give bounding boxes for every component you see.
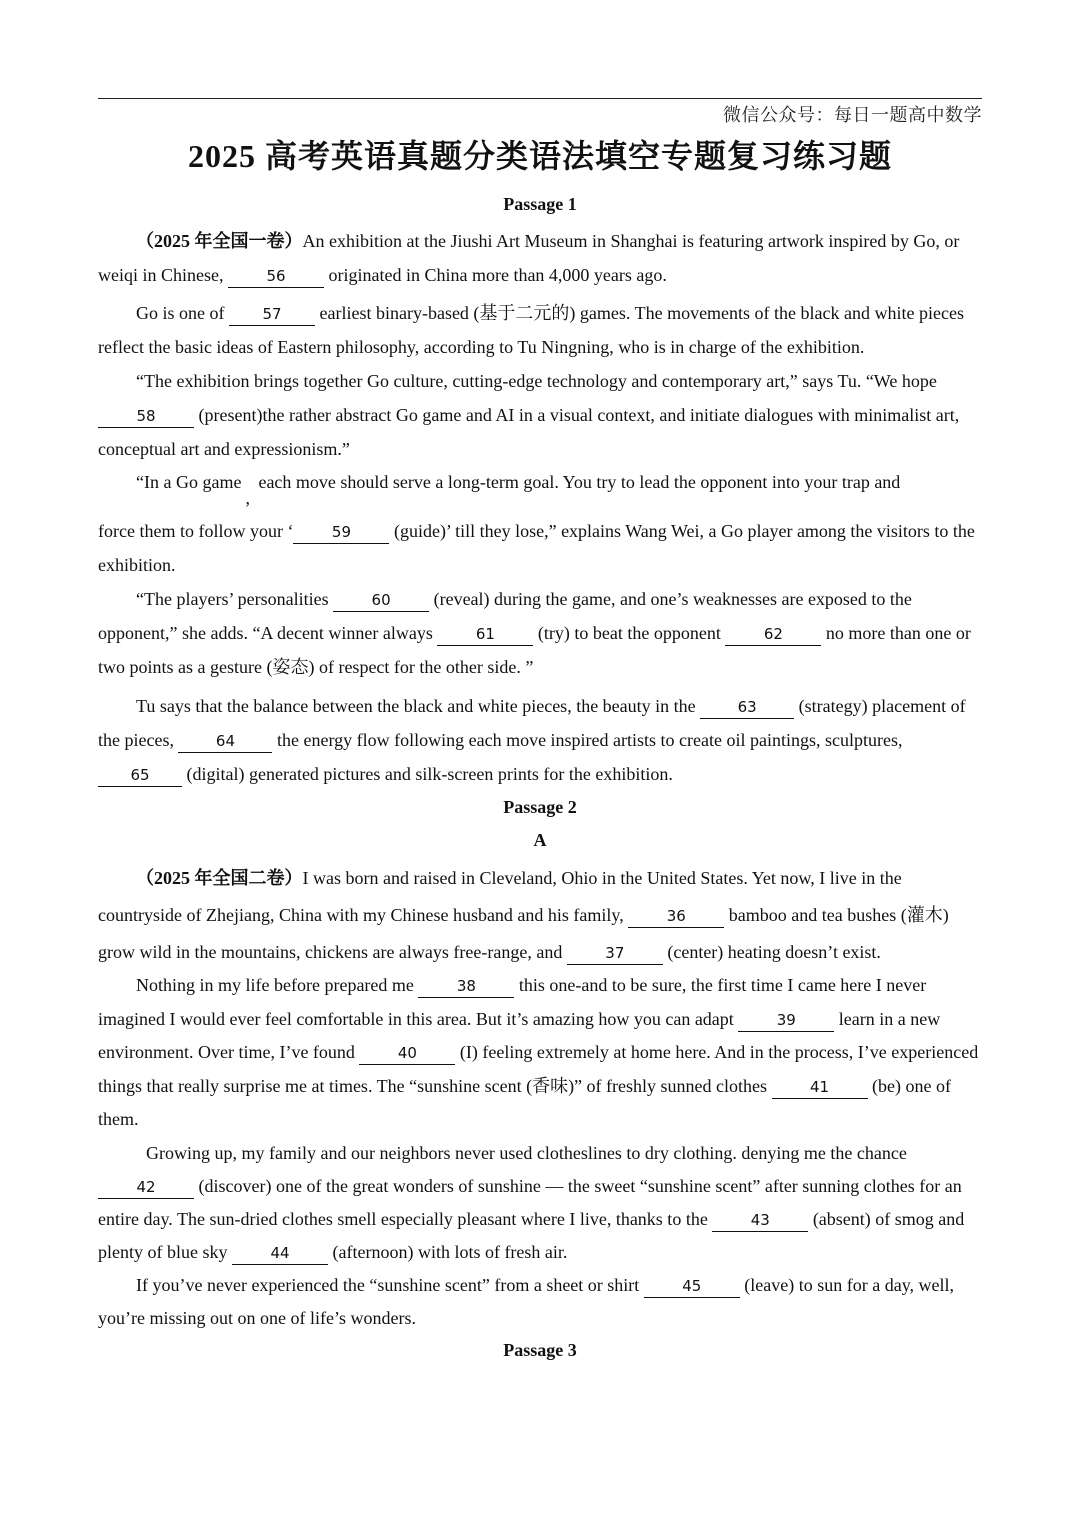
text: If you’ve never experienced the “sunshine scent” from a sheet or shirt	[136, 1275, 644, 1295]
text: bamboo and tea bushes (灌木) grow wild in the mountains, chickens are always free-range, and	[98, 905, 949, 962]
blank-65[interactable]: 65	[98, 764, 182, 787]
blank-60[interactable]: 60	[333, 589, 429, 612]
document-title: 2025 高考英语真题分类语法填空专题复习练习题	[187, 138, 892, 174]
blank-41[interactable]: 41	[772, 1076, 868, 1099]
blank-58[interactable]: 58	[98, 405, 194, 428]
text: originated in China more than 4,000 years ago.	[323, 265, 667, 285]
text: I was born and raised in Cleveland, Ohio in the United States. Yet now, I live in the countryside of Zhejiang, China with my Chinese husband and his family,	[98, 868, 902, 925]
text: “In a Go game	[136, 472, 242, 492]
passage-2-heading: Passage 2	[503, 797, 577, 817]
text: (try) to beat the opponent	[533, 623, 726, 643]
blank-64[interactable]: 64	[178, 730, 272, 753]
text: earliest binary-based (基于二元的) games. The movements of the black and white pieces reflect the basic ideas of Eastern philosophy, according to Tu Ningning, who is in charge of the exhibition.	[98, 303, 964, 357]
p1-paragraph-6	[98, 689, 982, 791]
blank-42[interactable]: 42	[98, 1176, 194, 1199]
blank-45[interactable]: 45	[644, 1275, 740, 1298]
text: (center) heating doesn’t exist.	[662, 942, 881, 962]
wechat-note: 微信公众号：每日一题高中数学	[723, 105, 982, 126]
blank-40[interactable]: 40	[359, 1042, 455, 1065]
blank-57[interactable]: 57	[229, 303, 315, 326]
blank-39[interactable]: 39	[738, 1009, 834, 1032]
text: (reveal) during the game, and one’s weaknesses are exposed to the opponent,” she adds. “A decent winner always	[98, 589, 912, 643]
passage-2-subheading: A	[533, 830, 547, 850]
text: “The players’ personalities	[136, 589, 334, 609]
text: (be) one of them.	[98, 1075, 951, 1129]
text: (digital) generated pictures and silk-screen prints for the exhibition.	[182, 764, 673, 784]
blank-59[interactable]: 59	[293, 521, 389, 544]
p1-paragraph-4-line-1	[98, 465, 982, 508]
text: (leave) to sun for a day, well, you’re missing out on one of life’s wonders.	[98, 1275, 955, 1328]
blank-43[interactable]: 43	[712, 1209, 808, 1232]
text: “The exhibition brings together Go culture, cutting-edge technology and contemporary art,” says Tu. “We hope	[136, 371, 937, 391]
text: (guide)’ till they lose,” explains Wang Wei, a Go player among the visitors to the exhibition.	[98, 521, 975, 575]
text: Tu says that the balance between the black and white pieces, the beauty in the	[136, 696, 701, 716]
p2-paragraph-2	[98, 969, 982, 1137]
stray-comma: ,	[245, 488, 250, 508]
p2-paragraph-3	[98, 1137, 982, 1269]
blank-61[interactable]: 61	[437, 623, 533, 646]
blank-36[interactable]: 36	[628, 905, 724, 928]
p1-source: （2025 年全国一卷）	[136, 231, 303, 251]
text: each move should serve a long-term goal. You try to lead the opponent into your trap and	[253, 472, 901, 492]
text: learn in a new environment. Over time, I’ve found	[98, 1008, 941, 1062]
p1-paragraph-5	[98, 582, 982, 684]
text: this one-and to be sure, the first time I came here I never imagined I would ever feel comfortable in this area. But it’s amazing how you can adapt	[98, 975, 927, 1029]
text: Nothing in my life before prepared me	[136, 975, 419, 995]
text: (discover) one of the great wonders of sunshine — the sweet “sunshine scent” after sunning clothes for an entire day. The sun-dried clothes smell especially pleasant where I live, thanks to the	[98, 1176, 962, 1229]
text: (strategy) placement of the pieces,	[98, 696, 966, 750]
text: no more than one or two points as a gesture (姿态) of respect for the other side. ”	[98, 623, 971, 677]
header-rule	[98, 98, 982, 99]
text: Go is one of	[136, 303, 229, 323]
passage-1-heading: Passage 1	[503, 194, 577, 214]
p1-paragraph-2	[98, 296, 982, 364]
text: (absent) of smog and plenty of blue sky	[98, 1209, 965, 1262]
blank-37[interactable]: 37	[567, 942, 663, 965]
p2-source: （2025 年全国二卷）	[136, 868, 303, 888]
passage-3-heading: Passage 3	[503, 1340, 577, 1360]
blank-56[interactable]: 56	[228, 265, 324, 288]
p1-paragraph-4-line-2	[98, 514, 982, 582]
text: (present)the rather abstract Go game and AI in a visual context, and initiate dialogues with minimalist art, conceptual art and expressionism.”	[98, 405, 960, 459]
text: Growing up, my family and our neighbors never used clotheslines to dry clothing. denying me the chance	[146, 1143, 907, 1163]
blank-62[interactable]: 62	[725, 623, 821, 646]
blank-44[interactable]: 44	[232, 1242, 328, 1265]
text: the energy flow following each move inspired artists to create oil paintings, sculptures,	[272, 730, 903, 750]
text: (I) feeling extremely at home here. And in the process, I’ve experienced things that really surprise me at times. The “sunshine scent (香味)” of freshly sunned clothes	[98, 1042, 979, 1096]
p2-paragraph-4	[98, 1269, 982, 1335]
text: force them to follow your ‘	[98, 521, 294, 541]
blank-63[interactable]: 63	[700, 696, 794, 719]
text: An exhibition at the Jiushi Art Museum in Shanghai is featuring artwork inspired by Go, or weiqi in Chinese,	[98, 231, 960, 285]
p2-paragraph-1	[98, 860, 982, 971]
p1-paragraph-1	[98, 224, 982, 292]
p1-paragraph-3	[98, 364, 982, 466]
blank-38[interactable]: 38	[418, 975, 514, 998]
text: (afternoon) with lots of fresh air.	[327, 1242, 568, 1262]
